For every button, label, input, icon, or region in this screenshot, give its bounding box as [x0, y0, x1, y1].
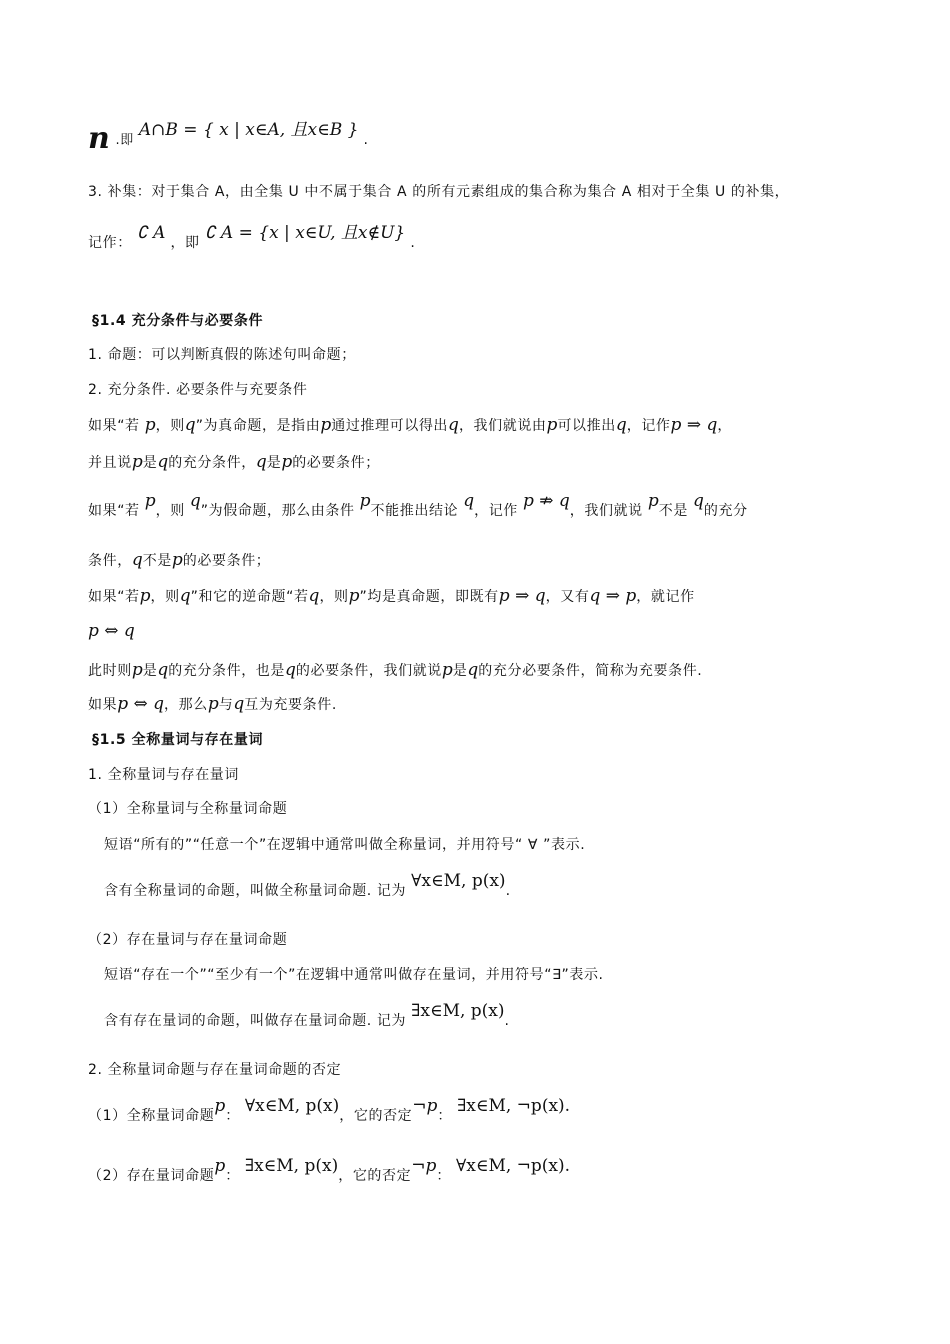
period: . — [410, 235, 416, 251]
period: . — [363, 132, 369, 148]
text-fragment: 是 — [142, 455, 158, 471]
text-fragment: p — [214, 1096, 226, 1116]
text-fragment: q — [448, 415, 459, 435]
ji-text: ，即 — [170, 235, 200, 251]
text-fragment: 的必要条件； — [292, 455, 380, 471]
text-fragment: 的充分条件， — [168, 455, 256, 471]
text-fragment: 含有存在量词的命题，叫做存在量词命题. 记为 — [104, 1013, 407, 1029]
existential-quantifier-def: 短语“存在一个”“至少有一个”在逻辑中通常叫做存在量词，并用符号“∃”表示. — [104, 967, 604, 983]
text-fragment: p — [144, 415, 156, 435]
text-fragment: ，又有 — [545, 589, 590, 605]
text-fragment: 如果“若 — [88, 503, 145, 519]
text-fragment: p ⇔ q — [88, 621, 135, 641]
text-fragment: q — [233, 694, 245, 714]
universal-formula: ∀x∈M, p(x) — [411, 871, 506, 891]
text-fragment: p — [131, 660, 143, 680]
text-fragment: ： — [436, 1168, 451, 1184]
text-fragment: 的充分条件，也是 — [168, 663, 286, 679]
text-fragment: 的充分必要条件，简称为充要条件. — [478, 663, 703, 679]
text-fragment: q — [285, 660, 296, 680]
section-heading-1-4: §1.4 充分条件与必要条件 — [92, 313, 264, 329]
text-fragment: p — [348, 586, 360, 606]
jizuo-text: 记作： — [88, 235, 132, 251]
section-heading-1-5: §1.5 全称量词与存在量词 — [92, 732, 264, 748]
text-fragment: 如果 — [88, 697, 118, 713]
text-fragment: 的充分 — [703, 503, 748, 519]
negation-existential — [88, 1156, 571, 1186]
text-fragment: ，它的否定 — [339, 1108, 413, 1124]
text-fragment: p — [647, 491, 659, 511]
text-fragment: q — [184, 415, 196, 435]
s15-sub-2: （2）存在量词与存在量词命题 — [88, 932, 288, 948]
text-fragment: q — [157, 660, 169, 680]
para-iff — [88, 660, 702, 681]
item-2: 2. 充分条件. 必要条件与充要条件 — [88, 382, 308, 398]
text-fragment: ”为假命题，那么由条件 — [200, 503, 360, 519]
text-fragment: 是 — [266, 455, 282, 471]
text-fragment: 是 — [142, 663, 158, 679]
text-fragment: 含有全称量词的命题，叫做全称量词命题. 记为 — [104, 883, 407, 899]
universal-proposition-def: 含有全称量词的命题，叫做全称量词命题. 记为 ∀x∈M, p(x). — [104, 871, 511, 899]
ji-text: .即 — [115, 133, 134, 148]
text-fragment: ，记作 — [626, 418, 671, 434]
text-fragment: 的必要条件，我们就说 — [295, 663, 442, 679]
text-fragment: q — [308, 586, 320, 606]
complement-line-1: 3. 补集：对于集合 A，由全集 U 中不属于集合 A 的所有元素组成的集合称为集合 A 相对于全集 U 的补集， — [88, 184, 790, 200]
text-fragment: q — [131, 550, 143, 570]
complement-formula: ∁ A = {x | x∈U, 且x∉U} — [204, 223, 406, 243]
text-fragment: p — [320, 415, 332, 435]
text-fragment: p — [207, 694, 219, 714]
text-fragment: p ⇒ q — [498, 586, 546, 606]
text-fragment: 通过推理可以得出 — [331, 418, 449, 434]
s15-item-2: 2. 全称量词命题与存在量词命题的否定 — [88, 1062, 342, 1078]
text-fragment: ，我们就说 — [569, 503, 648, 519]
text-fragment: ，则 — [150, 589, 180, 605]
text-fragment: ，则 — [155, 418, 185, 434]
text-fragment: 互为充要条件. — [244, 697, 337, 713]
complement-notation: ∁ A — [136, 223, 166, 243]
para-true-proposition — [88, 415, 732, 436]
para-mutual — [88, 694, 337, 715]
text-fragment: q — [157, 452, 169, 472]
text-fragment: 条件， — [88, 553, 132, 569]
text-fragment: q — [255, 452, 267, 472]
text-fragment: ”为真命题，是指由 — [195, 418, 321, 434]
text-fragment: 是 — [452, 663, 468, 679]
text-fragment: p — [214, 1156, 226, 1176]
text-fragment: q — [693, 491, 704, 511]
text-fragment: p ⇔ q — [117, 694, 165, 714]
text-fragment: ，则 — [319, 589, 349, 605]
equivalence-formula — [88, 621, 135, 642]
para-sufficient-necessary — [88, 452, 380, 473]
text-fragment: ”和它的逆命题“若 — [190, 589, 309, 605]
text-fragment: ，它的否定 — [338, 1168, 412, 1184]
text-fragment: 可以推出 — [557, 418, 616, 434]
para-not-sufficient — [88, 550, 270, 571]
text-fragment: 不是 — [142, 553, 172, 569]
text-fragment: ∃x∈M, p(x) — [244, 1156, 339, 1176]
intersection-line — [88, 120, 369, 156]
text-fragment: q — [179, 586, 191, 606]
text-fragment: p ⇒ q — [670, 415, 718, 435]
text-fragment: ： — [225, 1168, 240, 1184]
s15-item-1: 1. 全称量词与存在量词 — [88, 767, 240, 783]
intersection-formula: A∩B = { x | x∈A, 且x∈B } — [138, 120, 359, 140]
glyph-n: n — [88, 121, 111, 156]
text-fragment: （2）存在量词命题 — [88, 1168, 215, 1184]
text-fragment: ： — [225, 1108, 240, 1124]
text-fragment: ， — [717, 418, 732, 434]
para-false-proposition — [88, 491, 748, 521]
text-fragment: ∀x∈M, p(x) — [244, 1096, 340, 1116]
universal-quantifier-def: 短语“所有的”“任意一个”在逻辑中通常叫做全称量词，并用符号“ ∀ ”表示. — [104, 837, 586, 853]
text-fragment: q — [463, 491, 475, 511]
text-fragment: ”均是真命题，即既有 — [359, 589, 499, 605]
text-fragment: q — [189, 491, 201, 511]
text-fragment: p — [281, 452, 293, 472]
existential-proposition-def: 含有存在量词的命题，叫做存在量词命题. 记为 ∃x∈M, p(x). — [104, 1001, 510, 1029]
text-fragment: p — [171, 550, 183, 570]
text-fragment: ∀x∈M, ¬p(x). — [456, 1156, 571, 1176]
text-fragment: p — [131, 452, 143, 472]
text-fragment: 如果“若 — [88, 418, 145, 434]
text-fragment: 不能推出结论 — [370, 503, 464, 519]
text-fragment: ∃x∈M, ¬p(x). — [457, 1096, 571, 1116]
text-fragment: 此时则 — [88, 663, 132, 679]
text-fragment: p — [546, 415, 558, 435]
item-1: 1. 命题：可以判断真假的陈述句叫命题； — [88, 347, 356, 363]
text-fragment: ，那么 — [164, 697, 208, 713]
complement-line-2 — [88, 223, 416, 253]
text-fragment: q — [467, 660, 479, 680]
text-fragment: ¬p — [411, 1156, 437, 1176]
text-fragment: q — [615, 415, 627, 435]
text-fragment: 不是 — [658, 503, 693, 519]
text-fragment: ： — [437, 1108, 453, 1124]
para-converse — [88, 586, 695, 607]
text-fragment: p — [359, 491, 371, 511]
text-fragment: p — [139, 586, 151, 606]
existential-formula: ∃x∈M, p(x) — [411, 1001, 505, 1021]
text-fragment: 并且说 — [88, 455, 132, 471]
text-fragment: ，我们就说由 — [458, 418, 547, 434]
text-fragment: p — [144, 491, 156, 511]
text-fragment: ¬p — [412, 1096, 438, 1116]
text-fragment: 的必要条件； — [182, 553, 271, 569]
text-fragment: ，就记作 — [636, 589, 695, 605]
negation-universal — [88, 1096, 571, 1126]
text-fragment: （1）全称量词命题 — [88, 1108, 215, 1124]
text-fragment: ，记作 — [474, 503, 523, 519]
s15-sub-1: （1）全称量词与全称量词命题 — [88, 801, 288, 817]
text-fragment: ，则 — [155, 503, 190, 519]
text-fragment: p — [441, 660, 453, 680]
text-fragment: p ⇏ q — [522, 491, 570, 511]
text-fragment: q ⇒ p — [589, 586, 637, 606]
text-fragment: 如果“若 — [88, 589, 140, 605]
text-fragment: 与 — [218, 697, 234, 713]
